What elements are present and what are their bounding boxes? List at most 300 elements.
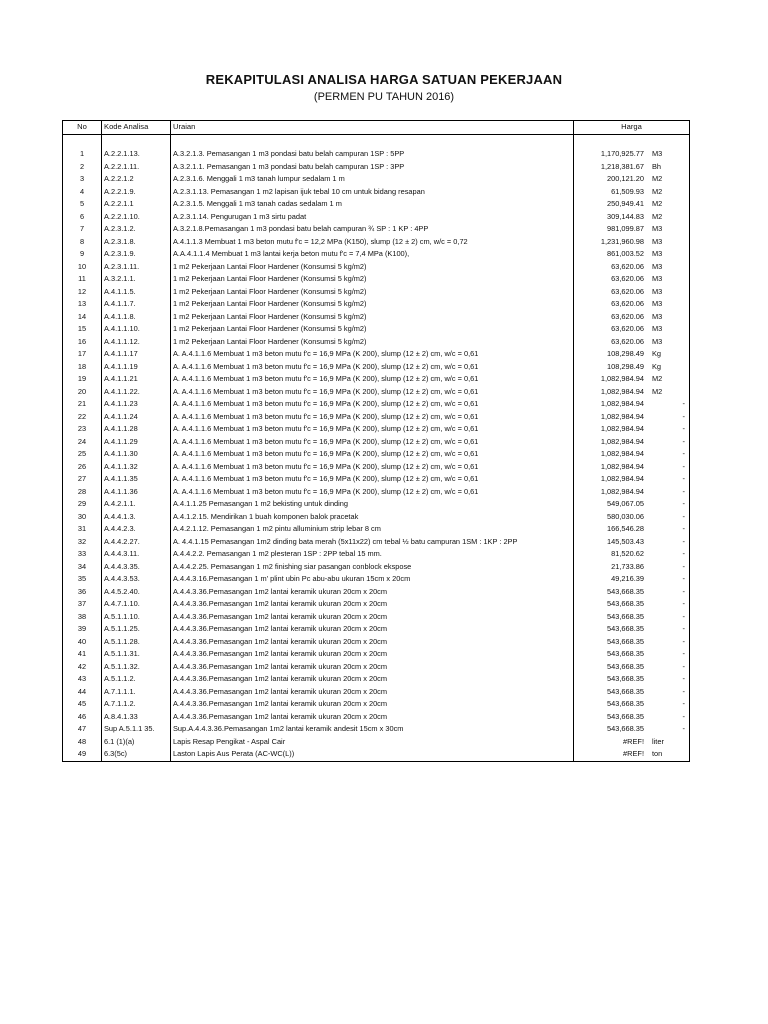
row-uraian: A.4.1.1.25 Pemasangan 1 m2 bekisting untuk dinding	[171, 498, 574, 511]
row-harga-cell	[574, 486, 690, 499]
table-row	[63, 598, 690, 611]
row-kode-analisa: A.4.1.1.12.	[102, 336, 171, 349]
row-kode-analisa: A.2.2.1.1	[102, 198, 171, 211]
row-harga: 1,218,381.67	[600, 161, 644, 171]
row-harga: 543,668.35	[607, 724, 644, 733]
header-kode-analisa: Kode Analisa	[102, 121, 171, 135]
row-uraian: A. A.4.1.1.6 Membuat 1 m3 beton mutu f'c = 16,9 MPa (K 200), slump (12 ± 2) cm, w/c = 0,61	[171, 448, 574, 461]
row-unit: -	[682, 436, 685, 446]
rekap-table	[62, 120, 690, 762]
row-harga: 543,668.35	[607, 661, 644, 671]
row-harga-cell	[574, 411, 690, 424]
row-uraian: A. A.4.1.1.6 Membuat 1 m3 beton mutu f'c = 16,9 MPa (K 200), slump (12 ± 2) cm, w/c = 0,61	[171, 348, 574, 361]
table-row	[63, 298, 690, 311]
row-unit: M2	[652, 374, 663, 383]
row-uraian: A.4.4.3.36.Pemasangan 1m2 lantai keramik ukuran 20cm x 20cm	[171, 711, 574, 724]
row-kode-analisa: A.4.1.1.24	[102, 411, 171, 424]
row-no: 5	[63, 198, 102, 211]
row-unit: M2	[652, 174, 663, 183]
row-uraian: A. A.4.1.1.6 Membuat 1 m3 beton mutu f'c = 16,9 MPa (K 200), slump (12 ± 2) cm, w/c = 0,61	[171, 398, 574, 411]
row-unit: -	[682, 611, 685, 621]
row-no: 13	[63, 298, 102, 311]
row-uraian: A.4.2.1.12. Pemasangan 1 m2 pintu alluminium strip lebar 8 cm	[171, 523, 574, 536]
row-harga-cell	[574, 473, 690, 486]
row-kode-analisa: A.2.3.1.9.	[102, 248, 171, 261]
row-harga: 1,082,984.94	[600, 486, 644, 496]
row-uraian: A.4.4.3.36.Pemasangan 1m2 lantai keramik ukuran 20cm x 20cm	[171, 586, 574, 599]
table-row	[63, 573, 690, 586]
row-harga: 145,503.43	[607, 536, 644, 546]
row-unit: -	[682, 549, 685, 558]
table-row	[63, 398, 690, 411]
row-no: 40	[63, 636, 102, 649]
row-kode-analisa: A.4.4.2.27.	[102, 536, 171, 549]
row-unit: Bh	[652, 161, 662, 171]
row-unit: -	[682, 499, 685, 508]
row-no: 42	[63, 661, 102, 674]
row-uraian: A.4.4.3.36.Pemasangan 1m2 lantai keramik ukuran 20cm x 20cm	[171, 636, 574, 649]
row-harga: 63,620.06	[611, 336, 644, 346]
row-kode-analisa: A.4.1.1.10.	[102, 323, 171, 336]
row-harga: 1,082,984.94	[600, 436, 644, 446]
row-unit: -	[682, 661, 685, 671]
table-row	[63, 711, 690, 724]
row-unit: M3	[652, 274, 663, 283]
row-no: 33	[63, 548, 102, 561]
row-uraian: A.4.4.3.36.Pemasangan 1m2 lantai keramik ukuran 20cm x 20cm	[171, 698, 574, 711]
row-harga-cell	[574, 386, 690, 399]
row-no: 30	[63, 511, 102, 524]
row-kode-analisa: A.5.1.1.32.	[102, 661, 171, 674]
row-unit: -	[682, 461, 685, 471]
row-no: 37	[63, 598, 102, 611]
row-uraian: A. 4.4.1.15 Pemasangan 1m2 dinding bata merah (5x11x22) cm tebal ½ batu campuran 1SM : 1KP : 2PP	[171, 536, 574, 549]
table-row	[63, 561, 690, 574]
row-uraian: A.4.4.3.36.Pemasangan 1m2 lantai keramik ukuran 20cm x 20cm	[171, 673, 574, 686]
row-harga: 166,546.28	[607, 524, 644, 533]
row-harga-cell	[574, 173, 690, 186]
row-no: 8	[63, 236, 102, 249]
table-row	[63, 686, 690, 699]
row-harga-cell	[574, 198, 690, 211]
table-row	[63, 636, 690, 649]
row-uraian: A. A.4.1.1.6 Membuat 1 m3 beton mutu f'c = 16,9 MPa (K 200), slump (12 ± 2) cm, w/c = 0,61	[171, 361, 574, 374]
row-no: 26	[63, 461, 102, 474]
row-kode-analisa: A.2.3.1.11.	[102, 261, 171, 274]
row-harga: 543,668.35	[607, 674, 644, 683]
row-harga: 49,216.39	[611, 574, 644, 583]
row-unit: M2	[652, 386, 663, 396]
row-uraian: Sup.A.4.4.3.36.Pemasangan 1m2 lantai keramik andesit 15cm x 30cm	[171, 723, 574, 736]
row-harga-cell	[574, 461, 690, 474]
row-harga: 1,170,925.77	[600, 149, 644, 158]
row-no: 10	[63, 261, 102, 274]
row-unit: -	[682, 724, 685, 733]
header-uraian: Uraian	[171, 121, 574, 135]
row-harga-cell	[574, 211, 690, 224]
row-unit: M3	[652, 299, 663, 308]
row-harga-cell	[574, 673, 690, 686]
row-no: 46	[63, 711, 102, 724]
row-uraian: A.4.4.2.25. Pemasangan 1 m2 finishing siar pasangan conblock ekspose	[171, 561, 574, 574]
row-unit: -	[682, 424, 685, 433]
row-kode-analisa: A.4.4.3.11.	[102, 548, 171, 561]
table-row	[63, 211, 690, 224]
row-uraian: A. A.4.1.1.6 Membuat 1 m3 beton mutu f'c = 16,9 MPa (K 200), slump (12 ± 2) cm, w/c = 0,61	[171, 373, 574, 386]
row-harga: 1,082,984.94	[600, 461, 644, 471]
row-no: 18	[63, 361, 102, 374]
row-harga-cell	[574, 523, 690, 536]
row-harga-cell	[574, 436, 690, 449]
table-row	[63, 186, 690, 199]
row-unit: -	[682, 711, 685, 721]
row-unit: M3	[652, 324, 663, 333]
row-no: 2	[63, 161, 102, 174]
row-uraian: A. A.4.1.1.6 Membuat 1 m3 beton mutu f'c = 16,9 MPa (K 200), slump (12 ± 2) cm, w/c = 0,61	[171, 486, 574, 499]
row-kode-analisa: A.4.2.1.1.	[102, 498, 171, 511]
row-kode-analisa: A.4.1.1.32	[102, 461, 171, 474]
row-harga: 543,668.35	[607, 599, 644, 608]
row-kode-analisa: A.8.4.1.33	[102, 711, 171, 724]
row-no: 28	[63, 486, 102, 499]
row-no: 41	[63, 648, 102, 661]
row-kode-analisa: A.5.1.1.31.	[102, 648, 171, 661]
row-no: 44	[63, 686, 102, 699]
row-kode-analisa: 6.1 (1)(a)	[102, 736, 171, 749]
row-kode-analisa: A.4.1.1.21	[102, 373, 171, 386]
row-unit: -	[682, 649, 685, 658]
row-kode-analisa: A.4.1.1.22.	[102, 386, 171, 399]
row-no: 24	[63, 436, 102, 449]
row-uraian: 1 m2 Pekerjaan Lantai Floor Hardener (Konsumsi 5 kg/m2)	[171, 336, 574, 349]
table-row	[63, 523, 690, 536]
table-row	[63, 373, 690, 386]
row-kode-analisa: A.4.4.2.3.	[102, 523, 171, 536]
row-harga: 1,082,984.94	[600, 449, 644, 458]
row-kode-analisa: A.4.1.1.28	[102, 423, 171, 436]
row-harga: 108,298.49	[607, 361, 644, 371]
table-row	[63, 436, 690, 449]
row-unit: -	[682, 699, 685, 708]
row-kode-analisa: A.4.1.1.5.	[102, 286, 171, 299]
row-harga: 543,668.35	[607, 624, 644, 633]
row-no: 27	[63, 473, 102, 486]
row-kode-analisa: A.7.1.1.1.	[102, 686, 171, 699]
row-harga: 309,144.83	[607, 211, 644, 221]
row-harga-cell	[574, 661, 690, 674]
row-kode-analisa: A.4.1.1.29	[102, 436, 171, 449]
row-uraian: A.4.4.3.16.Pemasangan 1 m' plint ubin Pc abu-abu ukuran 15cm x 20cm	[171, 573, 574, 586]
row-harga: 63,620.06	[611, 286, 644, 296]
row-uraian: A.4.4.3.36.Pemasangan 1m2 lantai keramik ukuran 20cm x 20cm	[171, 686, 574, 699]
row-uraian: A.3.2.1.1. Pemasangan 1 m3 pondasi batu belah campuran 1SP : 3PP	[171, 161, 574, 174]
row-harga-cell	[574, 348, 690, 361]
row-harga: 1,082,984.94	[600, 474, 644, 483]
row-uraian: A.4.1.1.3 Membuat 1 m3 beton mutu f'c = 12,2 MPa (K150), slump (12 ± 2) cm, w/c = 0,72	[171, 236, 574, 249]
row-uraian: A.2.3.1.13. Pemasangan 1 m2 lapisan ijuk tebal 10 cm untuk bidang resapan	[171, 186, 574, 199]
row-harga-cell	[574, 286, 690, 299]
table-row	[63, 173, 690, 186]
row-harga: 1,082,984.94	[600, 399, 644, 408]
row-harga-cell	[574, 748, 690, 761]
row-harga: #REF!	[623, 749, 644, 758]
row-harga-cell	[574, 498, 690, 511]
table-row	[63, 623, 690, 636]
row-no: 39	[63, 623, 102, 636]
row-kode-analisa: A.3.2.1.1.	[102, 273, 171, 286]
row-uraian: 1 m2 Pekerjaan Lantai Floor Hardener (Konsumsi 5 kg/m2)	[171, 273, 574, 286]
row-uraian: 1 m2 Pekerjaan Lantai Floor Hardener (Konsumsi 5 kg/m2)	[171, 298, 574, 311]
row-harga-cell	[574, 536, 690, 549]
table-row	[63, 148, 690, 161]
row-unit: Kg	[652, 349, 662, 358]
table-row	[63, 511, 690, 524]
row-unit: -	[682, 686, 685, 696]
header-no: No	[63, 121, 102, 135]
row-harga-cell	[574, 573, 690, 586]
row-harga-cell	[574, 223, 690, 236]
row-no: 7	[63, 223, 102, 236]
row-harga: 63,620.06	[611, 311, 644, 321]
document-title: REKAPITULASI ANALISA HARGA SATUAN PEKERJAAN	[205, 72, 563, 87]
row-unit: -	[682, 636, 685, 646]
row-harga: 1,082,984.94	[600, 374, 644, 383]
row-unit: ton	[652, 749, 663, 758]
row-unit: M3	[652, 311, 663, 321]
row-unit: M2	[652, 186, 663, 196]
row-harga: 543,668.35	[607, 586, 644, 596]
row-unit: -	[682, 474, 685, 483]
row-uraian: A. A.4.1.1.6 Membuat 1 m3 beton mutu f'c = 16,9 MPa (K 200), slump (12 ± 2) cm, w/c = 0,61	[171, 461, 574, 474]
row-uraian: A.4.4.3.36.Pemasangan 1m2 lantai keramik ukuran 20cm x 20cm	[171, 623, 574, 636]
row-harga: 543,668.35	[607, 611, 644, 621]
header-row	[63, 121, 690, 135]
row-unit: -	[682, 411, 685, 421]
row-kode-analisa: A.2.3.1.2.	[102, 223, 171, 236]
row-uraian: A.4.4.3.36.Pemasangan 1m2 lantai keramik ukuran 20cm x 20cm	[171, 648, 574, 661]
row-unit: M3	[652, 261, 663, 271]
table-body	[63, 135, 690, 762]
row-unit: M3	[652, 149, 663, 158]
row-harga-cell	[574, 261, 690, 274]
row-kode-analisa: A.2.3.1.8.	[102, 236, 171, 249]
row-harga-cell	[574, 236, 690, 249]
row-no: 3	[63, 173, 102, 186]
row-uraian: 1 m2 Pekerjaan Lantai Floor Hardener (Konsumsi 5 kg/m2)	[171, 261, 574, 274]
table-row	[63, 673, 690, 686]
row-unit: -	[682, 674, 685, 683]
row-harga-cell	[574, 398, 690, 411]
table-row	[63, 261, 690, 274]
row-harga-cell	[574, 336, 690, 349]
row-no: 22	[63, 411, 102, 424]
row-uraian: A. A.4.1.1.6 Membuat 1 m3 beton mutu f'c = 16,9 MPa (K 200), slump (12 ± 2) cm, w/c = 0,61	[171, 473, 574, 486]
row-kode-analisa: A.2.2.1.10.	[102, 211, 171, 224]
row-harga: 81,520.62	[611, 549, 644, 558]
row-no: 4	[63, 186, 102, 199]
row-uraian: A.4.4.3.36.Pemasangan 1m2 lantai keramik ukuran 20cm x 20cm	[171, 598, 574, 611]
table-row	[63, 461, 690, 474]
row-unit: M3	[652, 336, 663, 346]
row-harga: 63,620.06	[611, 324, 644, 333]
row-no: 11	[63, 273, 102, 286]
row-harga: 543,668.35	[607, 636, 644, 646]
row-harga: #REF!	[623, 736, 644, 746]
row-harga-cell	[574, 511, 690, 524]
table-row	[63, 423, 690, 436]
row-harga-cell	[574, 248, 690, 261]
row-harga: 543,668.35	[607, 711, 644, 721]
table-row	[63, 198, 690, 211]
row-uraian: A.3.2.1.8.Pemasangan 1 m3 pondasi batu belah campuran ¾ SP : 1 KP : 4PP	[171, 223, 574, 236]
row-harga-cell	[574, 423, 690, 436]
table-row	[63, 661, 690, 674]
table-row	[63, 498, 690, 511]
row-harga-cell	[574, 686, 690, 699]
table-row	[63, 361, 690, 374]
row-unit: liter	[652, 736, 664, 746]
row-harga: 21,733.86	[611, 561, 644, 571]
row-harga-cell	[574, 161, 690, 174]
row-kode-analisa: A.2.2.1.2	[102, 173, 171, 186]
row-unit: Kg	[652, 361, 662, 371]
row-kode-analisa: 6.3(5c)	[102, 748, 171, 761]
row-harga-cell	[574, 711, 690, 724]
table-row	[63, 698, 690, 711]
row-harga: 1,082,984.94	[600, 424, 644, 433]
table-row	[63, 286, 690, 299]
table-row	[63, 536, 690, 549]
row-uraian: A.2.3.1.14. Pengurugan 1 m3 sirtu padat	[171, 211, 574, 224]
row-unit: -	[682, 524, 685, 533]
row-harga: 63,620.06	[611, 261, 644, 271]
row-harga: 1,082,984.94	[600, 386, 644, 396]
row-uraian: 1 m2 Pekerjaan Lantai Floor Hardener (Konsumsi 5 kg/m2)	[171, 323, 574, 336]
row-no: 12	[63, 286, 102, 299]
row-harga-cell	[574, 586, 690, 599]
row-harga: 63,620.06	[611, 299, 644, 308]
row-harga-cell	[574, 736, 690, 749]
row-harga-cell	[574, 611, 690, 624]
row-no: 31	[63, 523, 102, 536]
row-kode-analisa: A.4.1.1.7.	[102, 298, 171, 311]
table-row	[63, 236, 690, 249]
document-subtitle: (PERMEN PU TAHUN 2016)	[313, 91, 455, 103]
row-no: 49	[63, 748, 102, 761]
row-harga-cell	[574, 698, 690, 711]
row-harga-cell	[574, 561, 690, 574]
row-uraian: A.A.4.1.1.4 Membuat 1 m3 lantai kerja beton mutu f'c = 7,4 MPa (K100),	[171, 248, 574, 261]
row-harga-cell	[574, 648, 690, 661]
table-row	[63, 411, 690, 424]
row-no: 20	[63, 386, 102, 399]
row-no: 9	[63, 248, 102, 261]
row-kode-analisa: A.4.1.1.30	[102, 448, 171, 461]
row-unit: -	[682, 561, 685, 571]
row-no: 19	[63, 373, 102, 386]
row-kode-analisa: A.4.1.1.36	[102, 486, 171, 499]
table-row	[63, 648, 690, 661]
row-no: 48	[63, 736, 102, 749]
row-kode-analisa: A.4.5.2.40.	[102, 586, 171, 599]
row-harga: 61,509.93	[611, 186, 644, 196]
table-row	[63, 586, 690, 599]
row-harga-cell	[574, 623, 690, 636]
row-no: 43	[63, 673, 102, 686]
row-harga: 549,067.05	[607, 499, 644, 508]
row-unit: -	[682, 536, 685, 546]
table-row	[63, 748, 690, 761]
table-row	[63, 311, 690, 324]
row-kode-analisa: A.4.1.1.35	[102, 473, 171, 486]
row-harga: 1,231,960.98	[600, 236, 644, 246]
row-no: 32	[63, 536, 102, 549]
row-kode-analisa: A.4.4.3.53.	[102, 573, 171, 586]
row-harga-cell	[574, 373, 690, 386]
row-no: 14	[63, 311, 102, 324]
row-harga: 250,949.41	[607, 199, 644, 208]
row-unit: M3	[652, 286, 663, 296]
row-kode-analisa: A.4.1.1.19	[102, 361, 171, 374]
row-harga-cell	[574, 636, 690, 649]
row-harga: 108,298.49	[607, 349, 644, 358]
row-harga: 63,620.06	[611, 274, 644, 283]
row-harga-cell	[574, 186, 690, 199]
row-no: 34	[63, 561, 102, 574]
row-no: 15	[63, 323, 102, 336]
table-row	[63, 386, 690, 399]
row-unit: -	[682, 449, 685, 458]
row-unit: M3	[652, 224, 663, 233]
row-uraian: Lapis Resap Pengikat - Aspal Cair	[171, 736, 574, 749]
row-uraian: A.4.4.2.2. Pemasangan 1 m2 plesteran 1SP : 2PP tebal 15 mm.	[171, 548, 574, 561]
row-no: 23	[63, 423, 102, 436]
row-harga: 543,668.35	[607, 699, 644, 708]
table-row	[63, 161, 690, 174]
row-kode-analisa: A.5.1.1.10.	[102, 611, 171, 624]
row-uraian: A.4.4.3.36.Pemasangan 1m2 lantai keramik ukuran 20cm x 20cm	[171, 661, 574, 674]
row-unit: -	[682, 511, 685, 521]
table-row	[63, 486, 690, 499]
row-no: 29	[63, 498, 102, 511]
row-kode-analisa: A.4.1.1.17	[102, 348, 171, 361]
row-kode-analisa: A.4.4.3.35.	[102, 561, 171, 574]
row-unit: M2	[652, 199, 663, 208]
row-harga: 543,668.35	[607, 686, 644, 696]
row-kode-analisa: A.4.1.1.23	[102, 398, 171, 411]
row-no: 6	[63, 211, 102, 224]
row-no: 17	[63, 348, 102, 361]
row-harga-cell	[574, 298, 690, 311]
row-no: 38	[63, 611, 102, 624]
row-no: 25	[63, 448, 102, 461]
row-harga: 1,082,984.94	[600, 411, 644, 421]
row-unit: M3	[652, 249, 663, 258]
row-unit: M3	[652, 236, 663, 246]
row-no: 36	[63, 586, 102, 599]
row-uraian: A.3.2.1.3. Pemasangan 1 m3 pondasi batu belah campuran 1SP : 5PP	[171, 148, 574, 161]
row-no: 45	[63, 698, 102, 711]
table-row	[63, 323, 690, 336]
row-uraian: A.4.4.3.36.Pemasangan 1m2 lantai keramik ukuran 20cm x 20cm	[171, 611, 574, 624]
table-row	[63, 273, 690, 286]
row-harga-cell	[574, 361, 690, 374]
row-uraian: Laston Lapis Aus Perata (AC-WC(L))	[171, 748, 574, 761]
row-uraian: 1 m2 Pekerjaan Lantai Floor Hardener (Konsumsi 5 kg/m2)	[171, 286, 574, 299]
row-uraian: A.2.3.1.5. Menggali 1 m3 tanah cadas sedalam 1 m	[171, 198, 574, 211]
table-row	[63, 473, 690, 486]
table-row	[63, 348, 690, 361]
